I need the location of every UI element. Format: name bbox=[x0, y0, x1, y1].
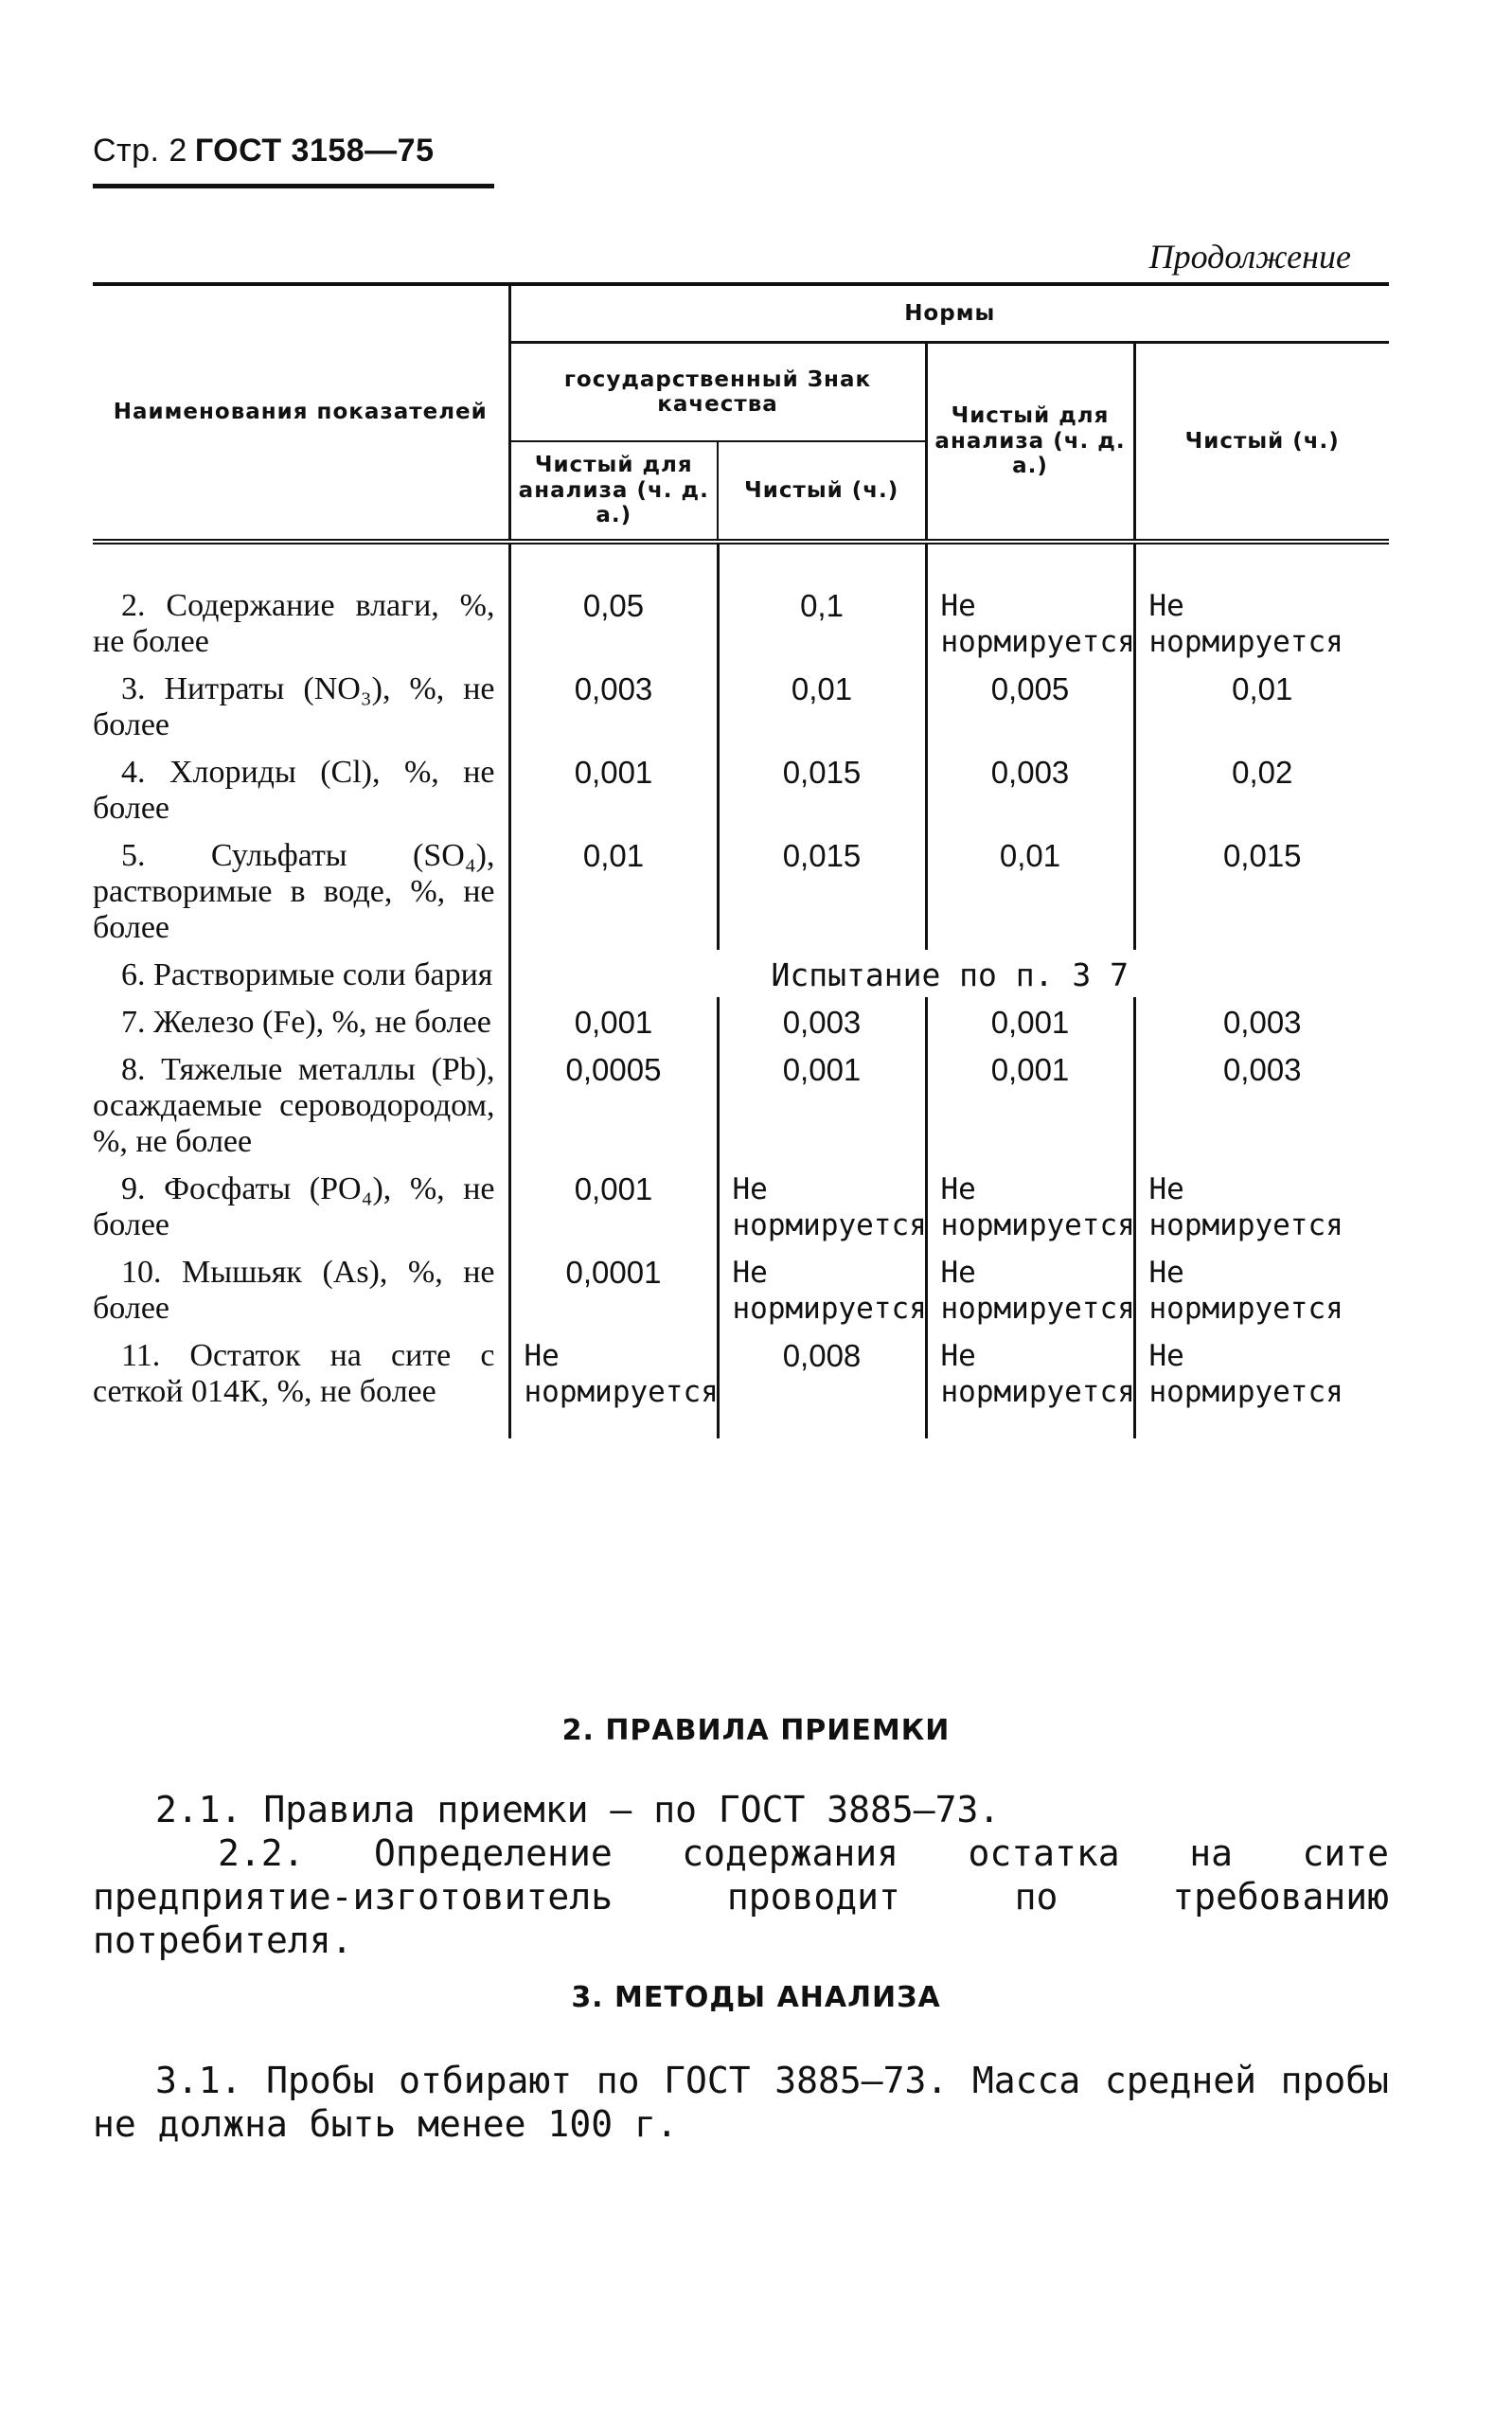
value-pure-for-analysis: Не нормируется bbox=[926, 1330, 1134, 1438]
value-quality-pure-for-analysis: 0,01 bbox=[509, 830, 718, 950]
header-indicator-names: Наименования показателей bbox=[93, 284, 509, 542]
table-row bbox=[93, 542, 1389, 664]
value-quality-pure: Не нормируется bbox=[718, 1247, 926, 1330]
indicator-number: 3. bbox=[121, 671, 146, 706]
indicator-text: Фосфаты (PO₄), %, не более bbox=[93, 1171, 495, 1242]
table-row bbox=[93, 1044, 1389, 1164]
value-pure: 0,02 bbox=[1134, 747, 1389, 830]
indicator-text: Хлориды (Cl), %, не более bbox=[93, 755, 495, 826]
value-pure: Не нормируется bbox=[1134, 1330, 1389, 1438]
section-3-paragraph bbox=[93, 2059, 1389, 2146]
table-row bbox=[93, 1247, 1389, 1330]
indicator-name bbox=[93, 747, 509, 830]
value-pure: 0,003 bbox=[1134, 1044, 1389, 1164]
value-pure-for-analysis: 0,001 bbox=[926, 1044, 1134, 1164]
header-pure: Чистый (ч.) bbox=[1134, 343, 1389, 543]
value-pure-for-analysis: 0,003 bbox=[926, 747, 1134, 830]
table-body bbox=[93, 542, 1389, 1438]
section-2-title: 2. ПРАВИЛА ПРИЕМКИ bbox=[561, 1714, 951, 1747]
indicator-number: 10. bbox=[121, 1255, 162, 1290]
indicator-name bbox=[93, 1164, 509, 1247]
indicator-number: 6. bbox=[121, 957, 146, 992]
value-quality-pure-for-analysis: 0,001 bbox=[509, 997, 718, 1044]
value-pure: Не нормируется bbox=[1134, 542, 1389, 664]
value-quality-pure: 0,1 bbox=[718, 542, 926, 664]
indicator-text: Мышьяк (As), %, не более bbox=[93, 1255, 495, 1326]
table-row bbox=[93, 1330, 1389, 1438]
value-pure-for-analysis: 0,005 bbox=[926, 664, 1134, 747]
value-quality-pure: 0,015 bbox=[718, 747, 926, 830]
para-3-1 bbox=[93, 2059, 1389, 2146]
indicator-number: 4. bbox=[121, 755, 146, 790]
indicator-name bbox=[93, 1247, 509, 1330]
value-quality-pure: 0,003 bbox=[718, 997, 926, 1044]
value-quality-pure: 0,015 bbox=[718, 830, 926, 950]
indicator-name bbox=[93, 542, 509, 664]
value-quality-pure: 0,001 bbox=[718, 1044, 926, 1164]
indicator-text: Нитраты (NO₃), %, не более bbox=[93, 671, 495, 742]
value-quality-pure: 0,01 bbox=[718, 664, 926, 747]
indicator-name bbox=[93, 997, 509, 1044]
value-pure: 0,015 bbox=[1134, 830, 1389, 950]
value-pure-for-analysis: 0,001 bbox=[926, 997, 1134, 1044]
value-quality-pure-for-analysis: 0,001 bbox=[509, 1164, 718, 1247]
indicator-number: 7. bbox=[121, 1005, 146, 1040]
indicator-name bbox=[93, 950, 509, 997]
indicator-name bbox=[93, 1044, 509, 1164]
indicator-text: Тяжелые металлы (Pb), осаждаемые сероводородом, %, не более bbox=[93, 1052, 495, 1159]
indicator-number: 5. bbox=[121, 838, 146, 873]
table-row bbox=[93, 830, 1389, 950]
value-pure: 0,003 bbox=[1134, 997, 1389, 1044]
indicator-name bbox=[93, 664, 509, 747]
para-2-2 bbox=[93, 1831, 1389, 1962]
indicator-number: 2. bbox=[121, 588, 146, 623]
value-pure: 0,01 bbox=[1134, 664, 1389, 747]
para-2-2-text: 2.2. Определение содержания остатка на сите предприятие-изготовитель проводит по требованию потребителя. bbox=[93, 1832, 1389, 1961]
value-quality-pure: 0,008 bbox=[718, 1330, 926, 1438]
value-quality-pure-for-analysis: 0,05 bbox=[509, 542, 718, 664]
section-2-paragraph-1 bbox=[93, 1788, 1389, 1962]
section-3-title: 3. МЕТОДЫ АНАЛИЗА bbox=[571, 1981, 941, 2014]
indicator-text: Сульфаты (SO₄), растворимые в воде, %, не более bbox=[93, 838, 495, 945]
value-quality-pure-for-analysis: 0,0001 bbox=[509, 1247, 718, 1330]
value-pure-for-analysis: Не нормируется bbox=[926, 1247, 1134, 1330]
indicator-name bbox=[93, 830, 509, 950]
value-pure-for-analysis: 0,01 bbox=[926, 830, 1134, 950]
gost-number: ГОСТ 3158—75 bbox=[194, 133, 435, 169]
table-row bbox=[93, 997, 1389, 1044]
value-pure-for-analysis: Не нормируется bbox=[926, 542, 1134, 664]
value-pure: Не нормируется bbox=[1134, 1164, 1389, 1247]
indicator-name bbox=[93, 1330, 509, 1438]
table-row bbox=[93, 747, 1389, 830]
header-state-quality-mark: государственный Знак качества bbox=[509, 343, 926, 442]
value-pure: Не нормируется bbox=[1134, 1247, 1389, 1330]
header-sub-pure: Чистый (ч.) bbox=[718, 441, 926, 542]
value-quality-pure: Не нормируется bbox=[718, 1164, 926, 1247]
table-row bbox=[93, 1164, 1389, 1247]
value-quality-pure-for-analysis: 0,0005 bbox=[509, 1044, 718, 1164]
value-pure-for-analysis: Не нормируется bbox=[926, 1164, 1134, 1247]
para-2-1: 2.1. Правила приемки — по ГОСТ 3885—73. bbox=[155, 1789, 1001, 1830]
test-reference-cell: Испытание по п. 3 7 bbox=[509, 950, 1389, 997]
indicator-number: 9. bbox=[121, 1171, 146, 1206]
indicator-number: 11. bbox=[121, 1338, 161, 1373]
indicator-number: 8. bbox=[121, 1052, 146, 1087]
continuation-label: Продолжение bbox=[1148, 238, 1351, 276]
para-3-1-text: 3.1. Пробы отбирают по ГОСТ 3885—73. Масса средней пробы не должна быть менее 100 г. bbox=[93, 2060, 1389, 2145]
header-rule bbox=[93, 184, 494, 188]
table-row bbox=[93, 664, 1389, 747]
indicator-text: Остаток на сите с сеткой 014К, %, не более bbox=[93, 1338, 495, 1409]
indicator-text: Железо (Fe), %, не более bbox=[153, 1005, 491, 1040]
page-header bbox=[93, 133, 435, 170]
value-quality-pure-for-analysis: 0,003 bbox=[509, 664, 718, 747]
header-sub-pure-for-analysis: Чистый для анализа (ч. д. а.) bbox=[509, 441, 718, 542]
norms-table-container bbox=[93, 282, 1389, 1438]
value-quality-pure-for-analysis: Не нормируется bbox=[509, 1330, 718, 1438]
page-label: Стр. 2 bbox=[93, 133, 187, 169]
norms-table bbox=[93, 282, 1389, 1438]
header-pure-for-analysis: Чистый для анализа (ч. д. а.) bbox=[926, 343, 1134, 543]
indicator-text: Содержание влаги, %, не более bbox=[93, 588, 495, 659]
table-row bbox=[93, 950, 1389, 997]
value-quality-pure-for-analysis: 0,001 bbox=[509, 747, 718, 830]
indicator-text: Растворимые соли бария bbox=[153, 957, 493, 992]
header-norms: Нормы bbox=[509, 284, 1389, 343]
